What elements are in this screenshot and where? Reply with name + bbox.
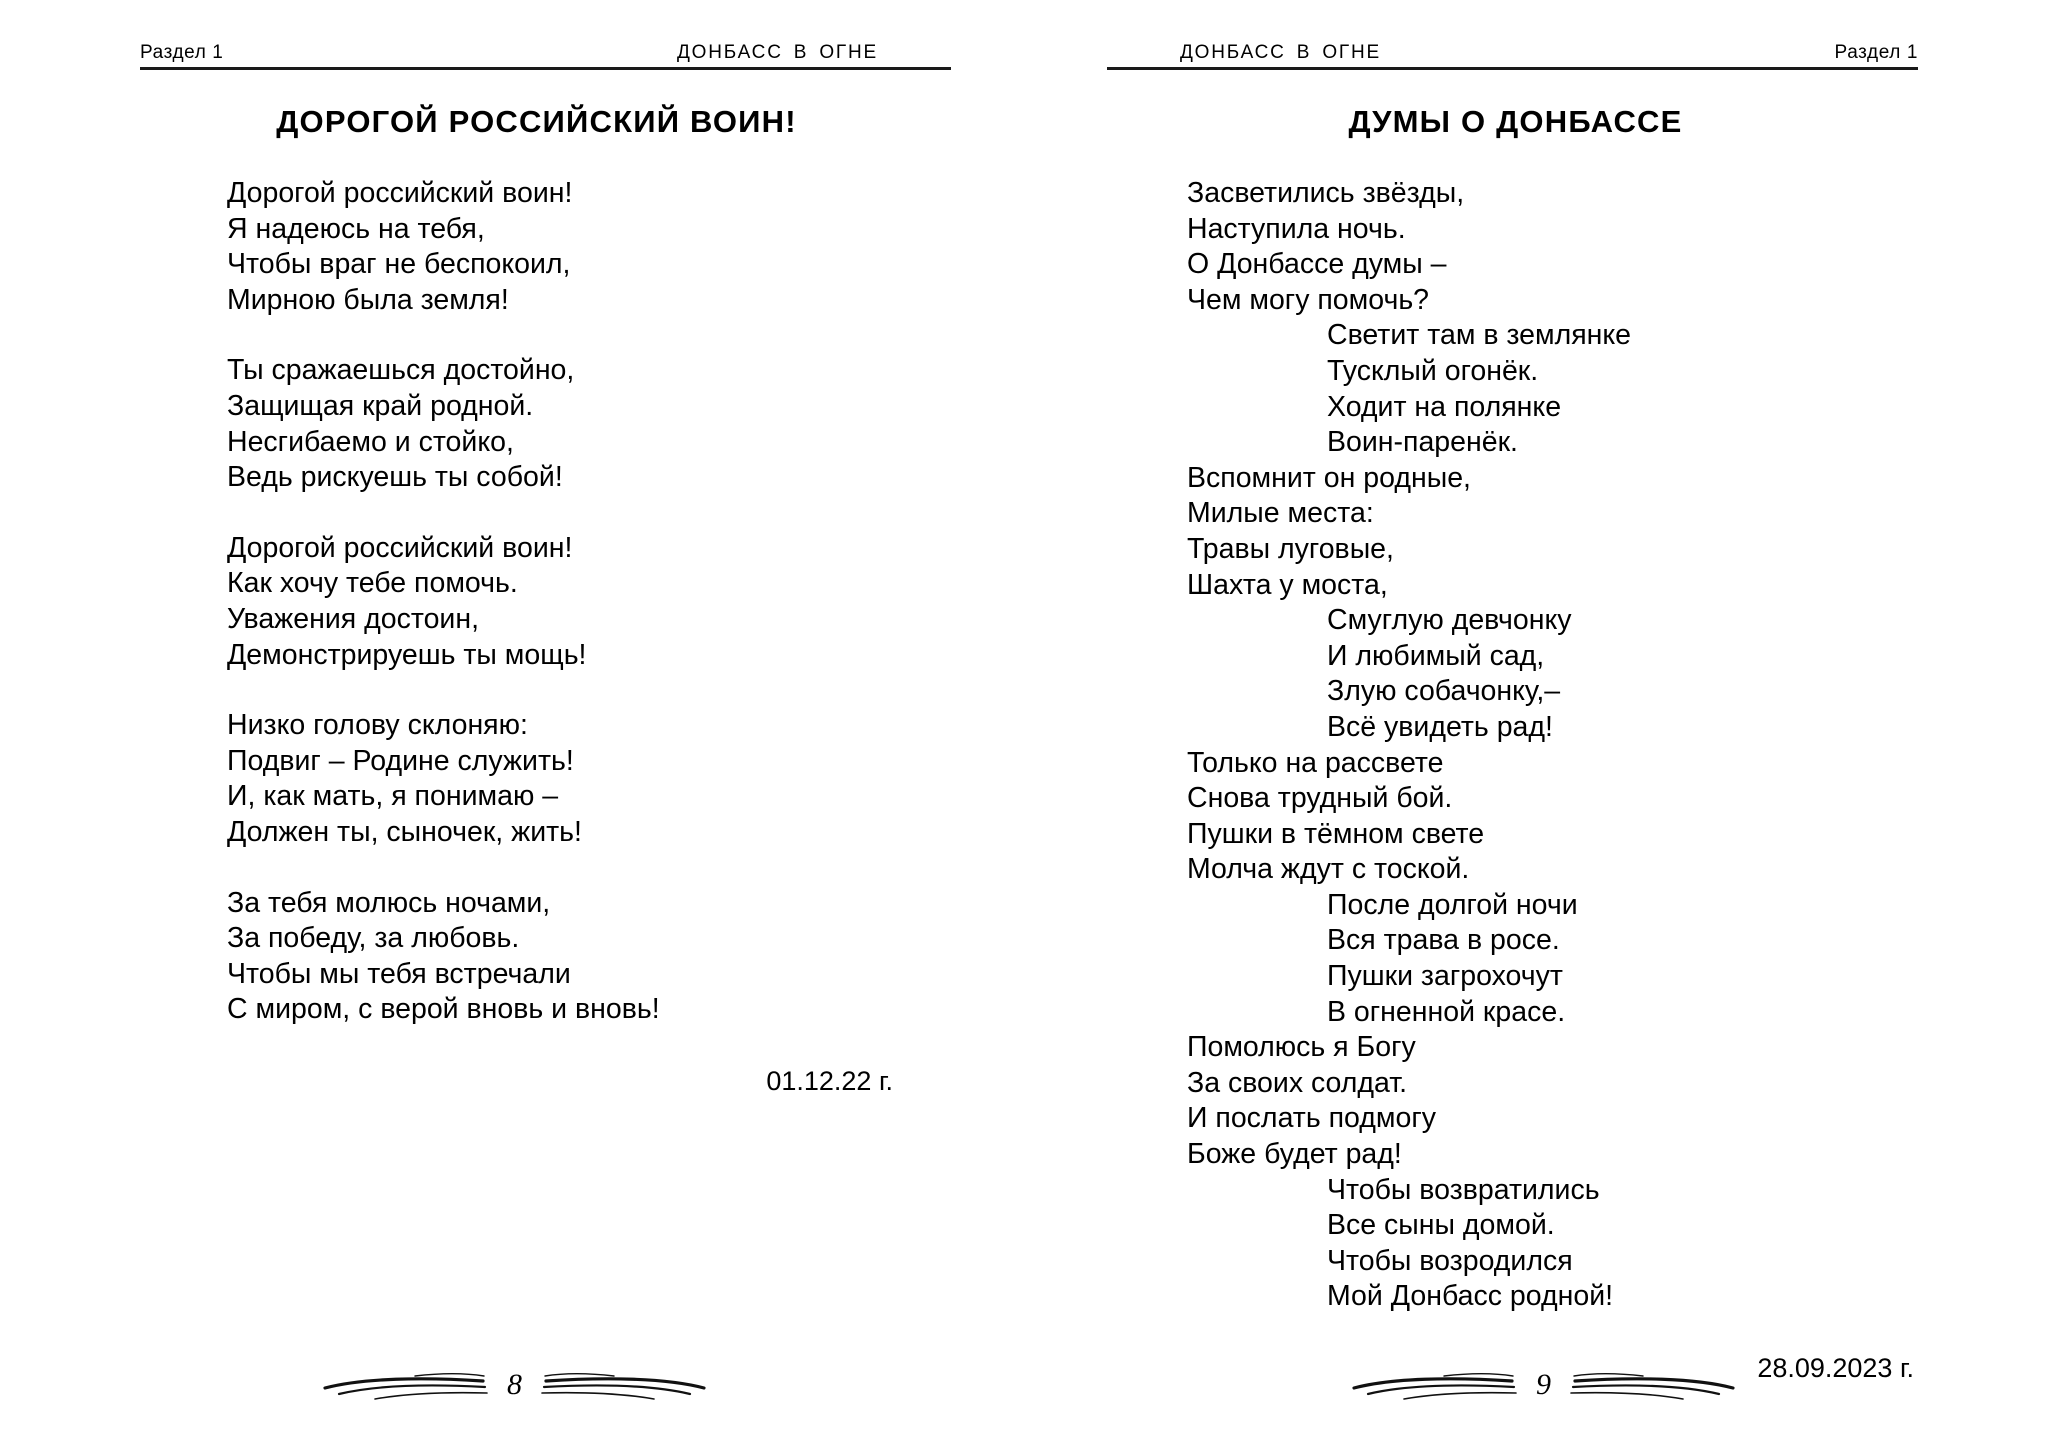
running-head-section-left: Раздел 1 xyxy=(140,42,224,63)
verse-line: Наступила ночь. xyxy=(1187,212,1406,245)
poem-title-right: ДУМЫ О ДОНБАССЕ xyxy=(1348,104,1683,139)
poem-date-left: 01.12.22 г. xyxy=(766,1065,893,1096)
verse-line: Вспомнит он родные, xyxy=(1187,461,1471,494)
verse-line: Злую собачонку,– xyxy=(1327,675,1561,708)
running-head-book-title-left: ДОНБАСС В ОГНЕ xyxy=(677,42,879,63)
running-head-book-title-right: ДОНБАСС В ОГНЕ xyxy=(1179,42,1381,63)
stanza xyxy=(227,353,951,495)
verse-line: Травы луговые, xyxy=(1187,532,1394,565)
verse-line: Чтобы враг не беспокоил, xyxy=(227,248,571,281)
verse-line: Должен ты, сыночек, жить! xyxy=(227,815,582,848)
running-head-right xyxy=(1107,0,1918,78)
flourish-left-ornament xyxy=(323,1368,493,1402)
verse-line: Демонстрируешь ты мощь! xyxy=(227,638,587,671)
verse-line: Ведь рискуешь ты собой! xyxy=(227,461,563,494)
poem-body-right xyxy=(1107,176,1918,1315)
verse-line: В огненной красе. xyxy=(1327,995,1566,1028)
verse-line: За тебя молюсь ночами, xyxy=(227,886,551,919)
poem-title-left: ДОРОГОЙ РОССИЙСКИЙ ВОИН! xyxy=(276,104,797,139)
verse-line: Воин-паренёк. xyxy=(1327,426,1518,459)
verse-line: Шахта у моста, xyxy=(1187,568,1388,601)
verse-line: О Донбассе думы – xyxy=(1187,248,1447,281)
verse-line: Молча ждут с тоской. xyxy=(1187,853,1470,886)
verse-line: За своих солдат. xyxy=(1187,1066,1408,1099)
verse-line: Вся трава в росе. xyxy=(1327,924,1560,957)
folio-right xyxy=(1029,1368,2058,1402)
verse-line: Смуглую девчонку xyxy=(1327,604,1572,637)
verse-line: Уважения достоин, xyxy=(227,602,479,635)
page-number-left: 8 xyxy=(507,1368,522,1401)
verse-line: Снова трудный бой. xyxy=(1187,782,1453,815)
flourish-right-ornament xyxy=(536,1368,706,1402)
verse-line: Всё увидеть рад! xyxy=(1327,710,1553,743)
verse-line: Чтобы возвратились xyxy=(1327,1173,1600,1206)
running-head-left xyxy=(140,0,951,78)
verse-line: Ты сражаешься достойно, xyxy=(227,354,575,387)
verse-line: Я надеюсь на тебя, xyxy=(227,212,485,245)
verse-line: Как хочу тебе помочь. xyxy=(227,567,518,600)
stanza xyxy=(227,176,951,318)
verse-line: Мирною была земля! xyxy=(227,283,509,316)
verse-line: Чтобы мы тебя встречали xyxy=(227,957,571,990)
running-head-rule-right xyxy=(1107,67,1918,70)
stanza xyxy=(227,531,951,673)
running-head-section-right: Раздел 1 xyxy=(1834,42,1918,63)
verse-line: Засветились звёзды, xyxy=(1187,177,1465,209)
running-head-rule-left xyxy=(140,67,951,70)
verse-line: И любимый сад, xyxy=(1327,639,1545,672)
verse-line: Защищая край родной. xyxy=(227,389,534,422)
verse-line: Чем могу помочь? xyxy=(1187,283,1430,316)
folio-left xyxy=(0,1368,1029,1402)
verse-line: Тусклый огонёк. xyxy=(1327,354,1539,387)
verse-line: Только на рассвете xyxy=(1187,746,1444,779)
verse-line: Несгибаемо и стойко, xyxy=(227,425,514,458)
verse-line: Подвиг – Родине служить! xyxy=(227,744,574,777)
verse-line: За победу, за любовь. xyxy=(227,922,520,955)
verse-line: Все сыны домой. xyxy=(1327,1209,1555,1242)
verse-line: Мой Донбасс родной! xyxy=(1327,1280,1614,1313)
verse-line: Помолюсь я Богу xyxy=(1187,1031,1416,1064)
verse-line: После долгой ночи xyxy=(1327,888,1578,921)
verse-line: Пушки в тёмном свете xyxy=(1187,817,1485,850)
verse-line: Милые места: xyxy=(1187,497,1374,530)
flourish-left-ornament xyxy=(1352,1368,1522,1402)
poem-date-right: 28.09.2023 г. xyxy=(1757,1353,1914,1383)
verse-line: Пушки загрохочут xyxy=(1327,960,1563,993)
verse-line: Чтобы возродился xyxy=(1327,1244,1573,1277)
flourish-right-ornament xyxy=(1565,1368,1735,1402)
page-number-right: 9 xyxy=(1536,1368,1551,1401)
verse-line: Ходит на полянке xyxy=(1327,390,1562,423)
verse-line: Боже будет рад! xyxy=(1187,1138,1402,1171)
verse-line: Дорогой российский воин! xyxy=(227,177,573,209)
page-right xyxy=(1029,0,2058,1454)
stanza xyxy=(227,886,951,1028)
verse-line: И, как мать, я понимаю – xyxy=(227,780,559,813)
verse-line: Низко голову склоняю: xyxy=(227,709,528,742)
verse-line: И послать подмогу xyxy=(1187,1102,1436,1135)
verse-line: Светит там в землянке xyxy=(1327,319,1632,352)
poem-body-left xyxy=(140,176,951,1028)
stanza xyxy=(227,708,951,850)
verse-line: С миром, с верой вновь и вновь! xyxy=(227,993,660,1026)
verse-line: Дорогой российский воин! xyxy=(227,531,573,564)
